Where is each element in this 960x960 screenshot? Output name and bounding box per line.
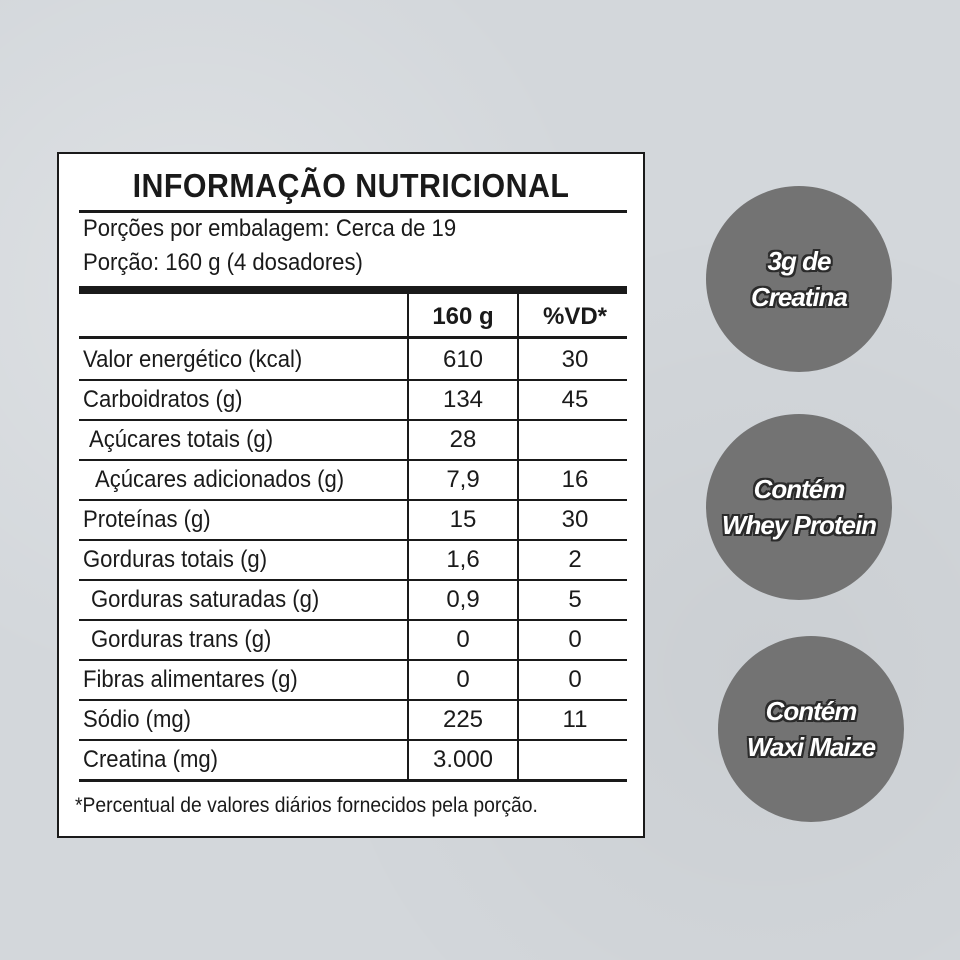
servings-per-package: Porções por embalagem: Cerca de 19 [83,215,457,242]
table-row [79,579,627,621]
badge-text [747,693,875,765]
nutrient-name: Creatina (mg) [83,746,218,773]
table-row [79,659,627,701]
nutrient-dv: 11 [562,706,588,733]
nutrient-dv: 16 [561,466,589,493]
nutrient-amount: 0,9 [446,586,480,613]
table-row [79,419,627,461]
table-row [79,379,627,421]
nutrient-name: Valor energético (kcal) [83,346,303,373]
nutrient-amount: 0 [456,626,470,653]
nutrient-dv [519,419,631,459]
nutrient-name: Fibras alimentares (g) [83,666,298,693]
nutrient-amount: 610 [442,346,484,373]
nutrition-facts-label [57,152,645,838]
nutrient-dv: 30 [561,506,589,533]
table-row [79,459,627,501]
header-amount: 160 g [432,303,494,330]
nutrient-dv: 2 [568,546,582,573]
table-row [79,339,627,381]
badge-waxi-maize [718,636,904,822]
badge-whey-protein [706,414,892,600]
serving-size: Porção: 160 g (4 dosadores) [83,249,363,276]
nutrient-name: Gorduras totais (g) [83,546,268,573]
badge-line: 3g de [767,246,831,276]
label-title: INFORMAÇÃO NUTRICIONAL [132,167,570,204]
nutrient-amount: 28 [449,426,477,453]
nutrient-amount: 1,6 [446,546,480,573]
nutrient-amount: 225 [442,706,484,733]
nutrient-amount: 0 [456,666,470,693]
badge-line: Whey Protein [721,510,877,540]
table-row [79,499,627,541]
title-divider [79,210,627,213]
nutrient-amount: 3.000 [432,746,494,773]
nutrient-dv: 45 [561,386,589,413]
header-dv: %VD* [542,303,608,330]
badge-line: Creatina [750,282,848,312]
table-row [79,739,627,782]
badge-text [751,243,847,315]
nutrient-name: Carboidratos (g) [83,386,243,413]
nutrient-dv: 5 [568,586,582,613]
nutrient-name: Gorduras saturadas (g) [91,586,320,613]
nutrient-name: Açúcares totais (g) [89,426,274,453]
serving-divider [79,286,627,294]
nutrient-dv: 0 [568,666,582,693]
nutrient-amount: 7,9 [446,466,480,493]
footnote: *Percentual de valores diários fornecidos pela porção. [75,794,538,817]
nutrient-dv: 0 [568,626,582,653]
badge-text [722,471,876,543]
nutrient-name: Açúcares adicionados (g) [95,466,345,493]
nutrient-amount: 134 [442,386,484,413]
nutrient-dv: 30 [561,346,589,373]
table-row [79,539,627,581]
nutrient-amount: 15 [449,506,477,533]
table-row [79,699,627,741]
badge-line: Waxi Maize [746,732,876,762]
nutrient-name: Proteínas (g) [83,506,211,533]
nutrient-dv [519,739,631,779]
badge-line: Contém [753,474,845,504]
badge-creatine [706,186,892,372]
badge-line: Contém [765,696,857,726]
nutrient-name: Sódio (mg) [83,706,191,733]
table-row [79,619,627,661]
nutrient-name: Gorduras trans (g) [91,626,272,653]
table-header-row [79,296,627,339]
